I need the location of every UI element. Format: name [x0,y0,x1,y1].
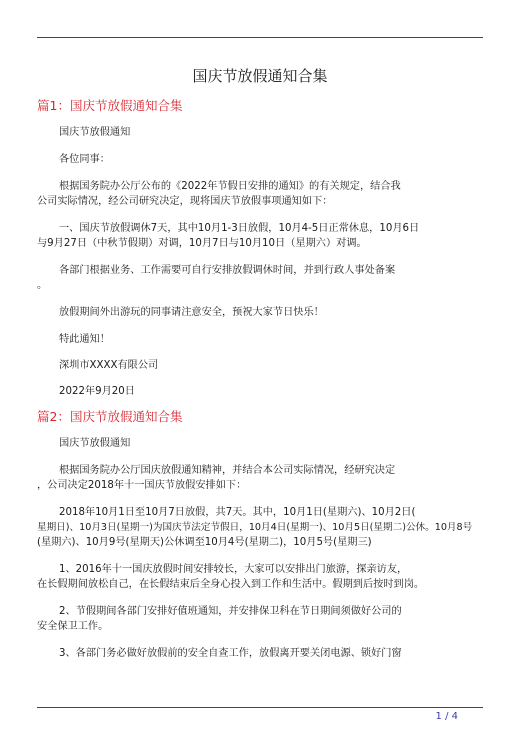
footer-rule [37,707,483,708]
paragraph-line: 各部门根据业务、工作需要可自行安排放假调休时间，并到行政人事处备案 [59,265,396,276]
paragraph-line: 与9月27日（中秋节假期）对调，10月7日与10月10日（星期六）对调。 [37,238,367,249]
paragraph-line: 2018年10月1日至10月7日放假，共7天。其中，10月1日(星期六)、10月2日( [59,507,416,518]
paragraph-line: 。 [37,280,48,291]
page-number: 1 / 4 [435,711,458,722]
paragraph-line: 根据国务院办公厅国庆放假通知精神，并结合本公司实际情况，经研究决定 [59,465,396,476]
document-title: 国庆节放假通知合集 [192,67,328,85]
paragraph-line: 根据国务院办公厅公布的《2022年节假日安排的通知》的有关规定，结合我 [59,181,401,192]
paragraph-line: 特此通知！ [59,334,110,345]
paragraph-line: 3、各部门务必做好放假前的安全自查工作，放假离开要关闭电源、锁好门窗 [59,648,402,659]
paragraph-line: 深圳市XXXX有限公司 [59,360,159,371]
section-1-heading: 篇1：国庆节放假通知合集 [37,98,183,113]
paragraph-line: 各位同事： [59,154,110,165]
paragraph-line: 国庆节放假通知 [59,438,131,449]
paragraph-line: 2022年9月20日 [59,386,135,397]
paragraph-line: 星期日)、10月3日(星期一)为国庆节法定节假日，10月4日(星期一)、10月5日(星期二)公休。10月8号 [37,522,473,533]
paragraph-line: 国庆节放假通知 [59,127,131,138]
paragraph-line: 1、2016年十一国庆放假时间安排较长，大家可以安排出门旅游，探亲访友， [59,564,408,575]
header-rule [37,37,483,38]
paragraph-line: 2、节假期间各部门安排好值班通知，并安排保卫科在节日期间须做好公司的 [59,606,402,617]
paragraph-line: 在长假期间放松自己，在长假结束后全身心投入到工作和生活中。假期到后按时到岗。 [37,579,425,590]
paragraph-line: 公司实际情况，经公司研究决定，现将国庆节放假事项通知如下： [37,196,333,207]
paragraph-line: 安全保卫工作。 [37,621,109,632]
paragraph-line: 放假期间外出游玩的同事请注意安全，预祝大家节日快乐！ [59,307,324,318]
paragraph-line: (星期六)、10月9号(星期天)公休调至10月4号(星期二)，10月5号(星期三) [37,537,372,548]
paragraph-line: ，公司决定2018年十一国庆节放假安排如下： [37,480,247,491]
paragraph-line: 一、国庆节放假调休7天，其中10月1-3日放假，10月4-5日正常休息，10月6日 [59,223,420,234]
section-2-heading: 篇2：国庆节放假通知合集 [37,409,183,424]
